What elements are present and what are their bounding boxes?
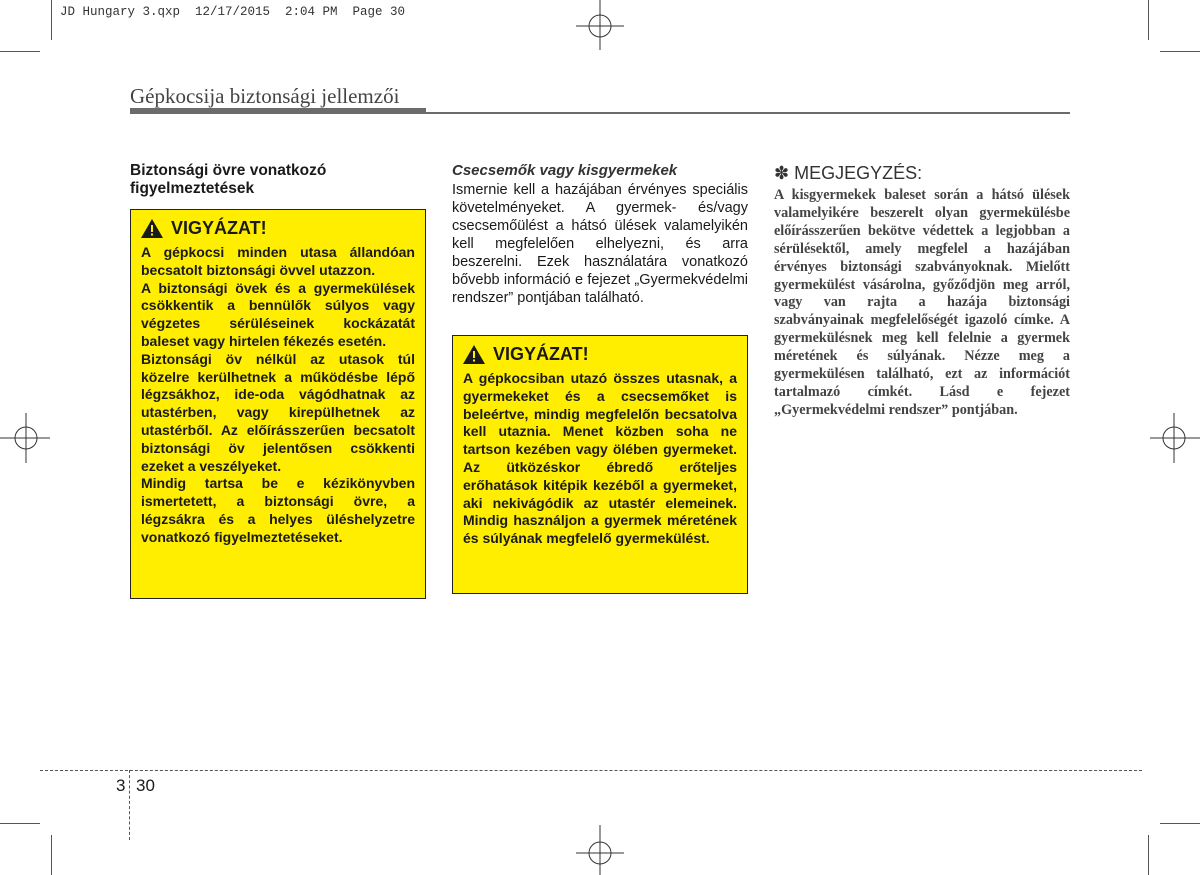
note-title: ✽ MEGJEGYZÉS: [774, 163, 923, 183]
registration-mark-top [576, 0, 624, 50]
warning-triangle-icon [141, 219, 163, 238]
section-heading-seatbelt-warnings: Biztonsági övre vonatkozó figyelmeztetések [130, 162, 327, 197]
warning-title-text: VIGYÁZAT! [171, 218, 267, 238]
crop-mark [1148, 0, 1149, 40]
warning-title [463, 344, 737, 365]
warning-box-children [452, 335, 748, 594]
footer-dashed-rule [40, 770, 1142, 771]
crop-mark [51, 835, 52, 875]
page-number: 30 [136, 776, 155, 795]
body-text-infants-children: Ismernie kell a hazájában érvényes speciális követelményeket. A gyermek- és/vagy csecsemőülést a hátsó ülések valamelyikén kell megfelelően elhelyezni, és arra beszerelni. Ezek használatára vonatkozó bővebb információ e fejezet „Gyermekvédelmi rendszer” pontjában található. [452, 182, 748, 306]
header-rule-thin [426, 112, 1070, 114]
warning-title-text: VIGYÁZAT! [493, 344, 589, 364]
registration-mark-left [0, 413, 50, 463]
warning-paragraph: A gépkocsi minden utasa állandóan becsatolt biztonsági övvel utazzon. [141, 244, 415, 278]
warning-paragraph: Biztonsági öv nélkül az utasok túl közelre kerülhetnek a működésbe lépő légzsákhoz, ide-oda vágódhatnak az utastérben, vagy kirepülhetnek az utastérből. Az előírásszerűen becsatolt biztonsági öv jelentősen csökkenti ezeket a veszélyeket. [141, 350, 415, 474]
chapter-title: Gépkocsija biztonsági jellemzői [130, 84, 400, 108]
crop-mark [0, 51, 40, 52]
print-slug: JD Hungary 3.qxp 12/17/2015 2:04 PM Page 30 [60, 5, 406, 19]
crop-mark [1160, 823, 1200, 824]
crop-mark [0, 823, 40, 824]
warning-paragraph: A biztonsági övek és a gyermekülések csökkentik a bennülők súlyos vagy végzetes sérüléseinek kockázatát baleset vagy hirtelen fékezés esetén. [141, 279, 415, 349]
crop-mark [1160, 51, 1200, 52]
warning-box-seatbelt [130, 209, 426, 599]
section-number: 3 [116, 776, 126, 795]
footer-dashed-divider [129, 770, 130, 840]
crop-mark [51, 0, 52, 40]
warning-title [141, 218, 415, 239]
header-rule-thick [130, 108, 426, 114]
warning-triangle-icon [463, 345, 485, 364]
registration-mark-right [1150, 413, 1200, 463]
warning-paragraph: Mindig tartsa be e kézikönyvben ismertetett, a biztonsági övre, a légzsákra és a helyes üléshelyzetre vonatkozó figyelmeztetéseket. [141, 475, 415, 545]
subheading-infants-children: Csecsemők vagy kisgyermekek [452, 162, 678, 179]
registration-mark-bottom [576, 825, 624, 875]
crop-mark [1148, 835, 1149, 875]
warning-paragraph: A gépkocsiban utazó összes utasnak, a gyermekeket és a csecsemőket is beleértve, mindig megfelelőn becsatolva kell utaznia. Menet közben soha ne tartson kezében vagy ölében gyermeket. Az ütközéskor ébredő erőteljes erőhatások kitépik kezéből a gyermeket, aki nekivágódik az utastér elemeinek. Mindig használjon a gyermek méretének és súlyának megfelelő gyermekülést. [463, 370, 737, 547]
note-body: A kisgyermekek baleset során a hátsó ülések valamelyikére beszerelt olyan gyermekülésbe előírásszerűen bekötve védettek a legjobban a sérülésektől, amely megfelel a hazájában érvényes biztonsági szabványoknak. Mielőtt gyermekülést vásárolna, győződjön meg arról, vagy van rajta a hazája biztonsági szabványainak megfelelőségét igazoló címke. A gyermekülésnek meg kell felelnie a gyermek méretének és súlyának. Nézze meg a gyermekülésen található, ezt az információt tartalmazó címkét. Lásd e fejezet „Gyermekvédelmi rendszer” pontjában. [774, 187, 1070, 418]
